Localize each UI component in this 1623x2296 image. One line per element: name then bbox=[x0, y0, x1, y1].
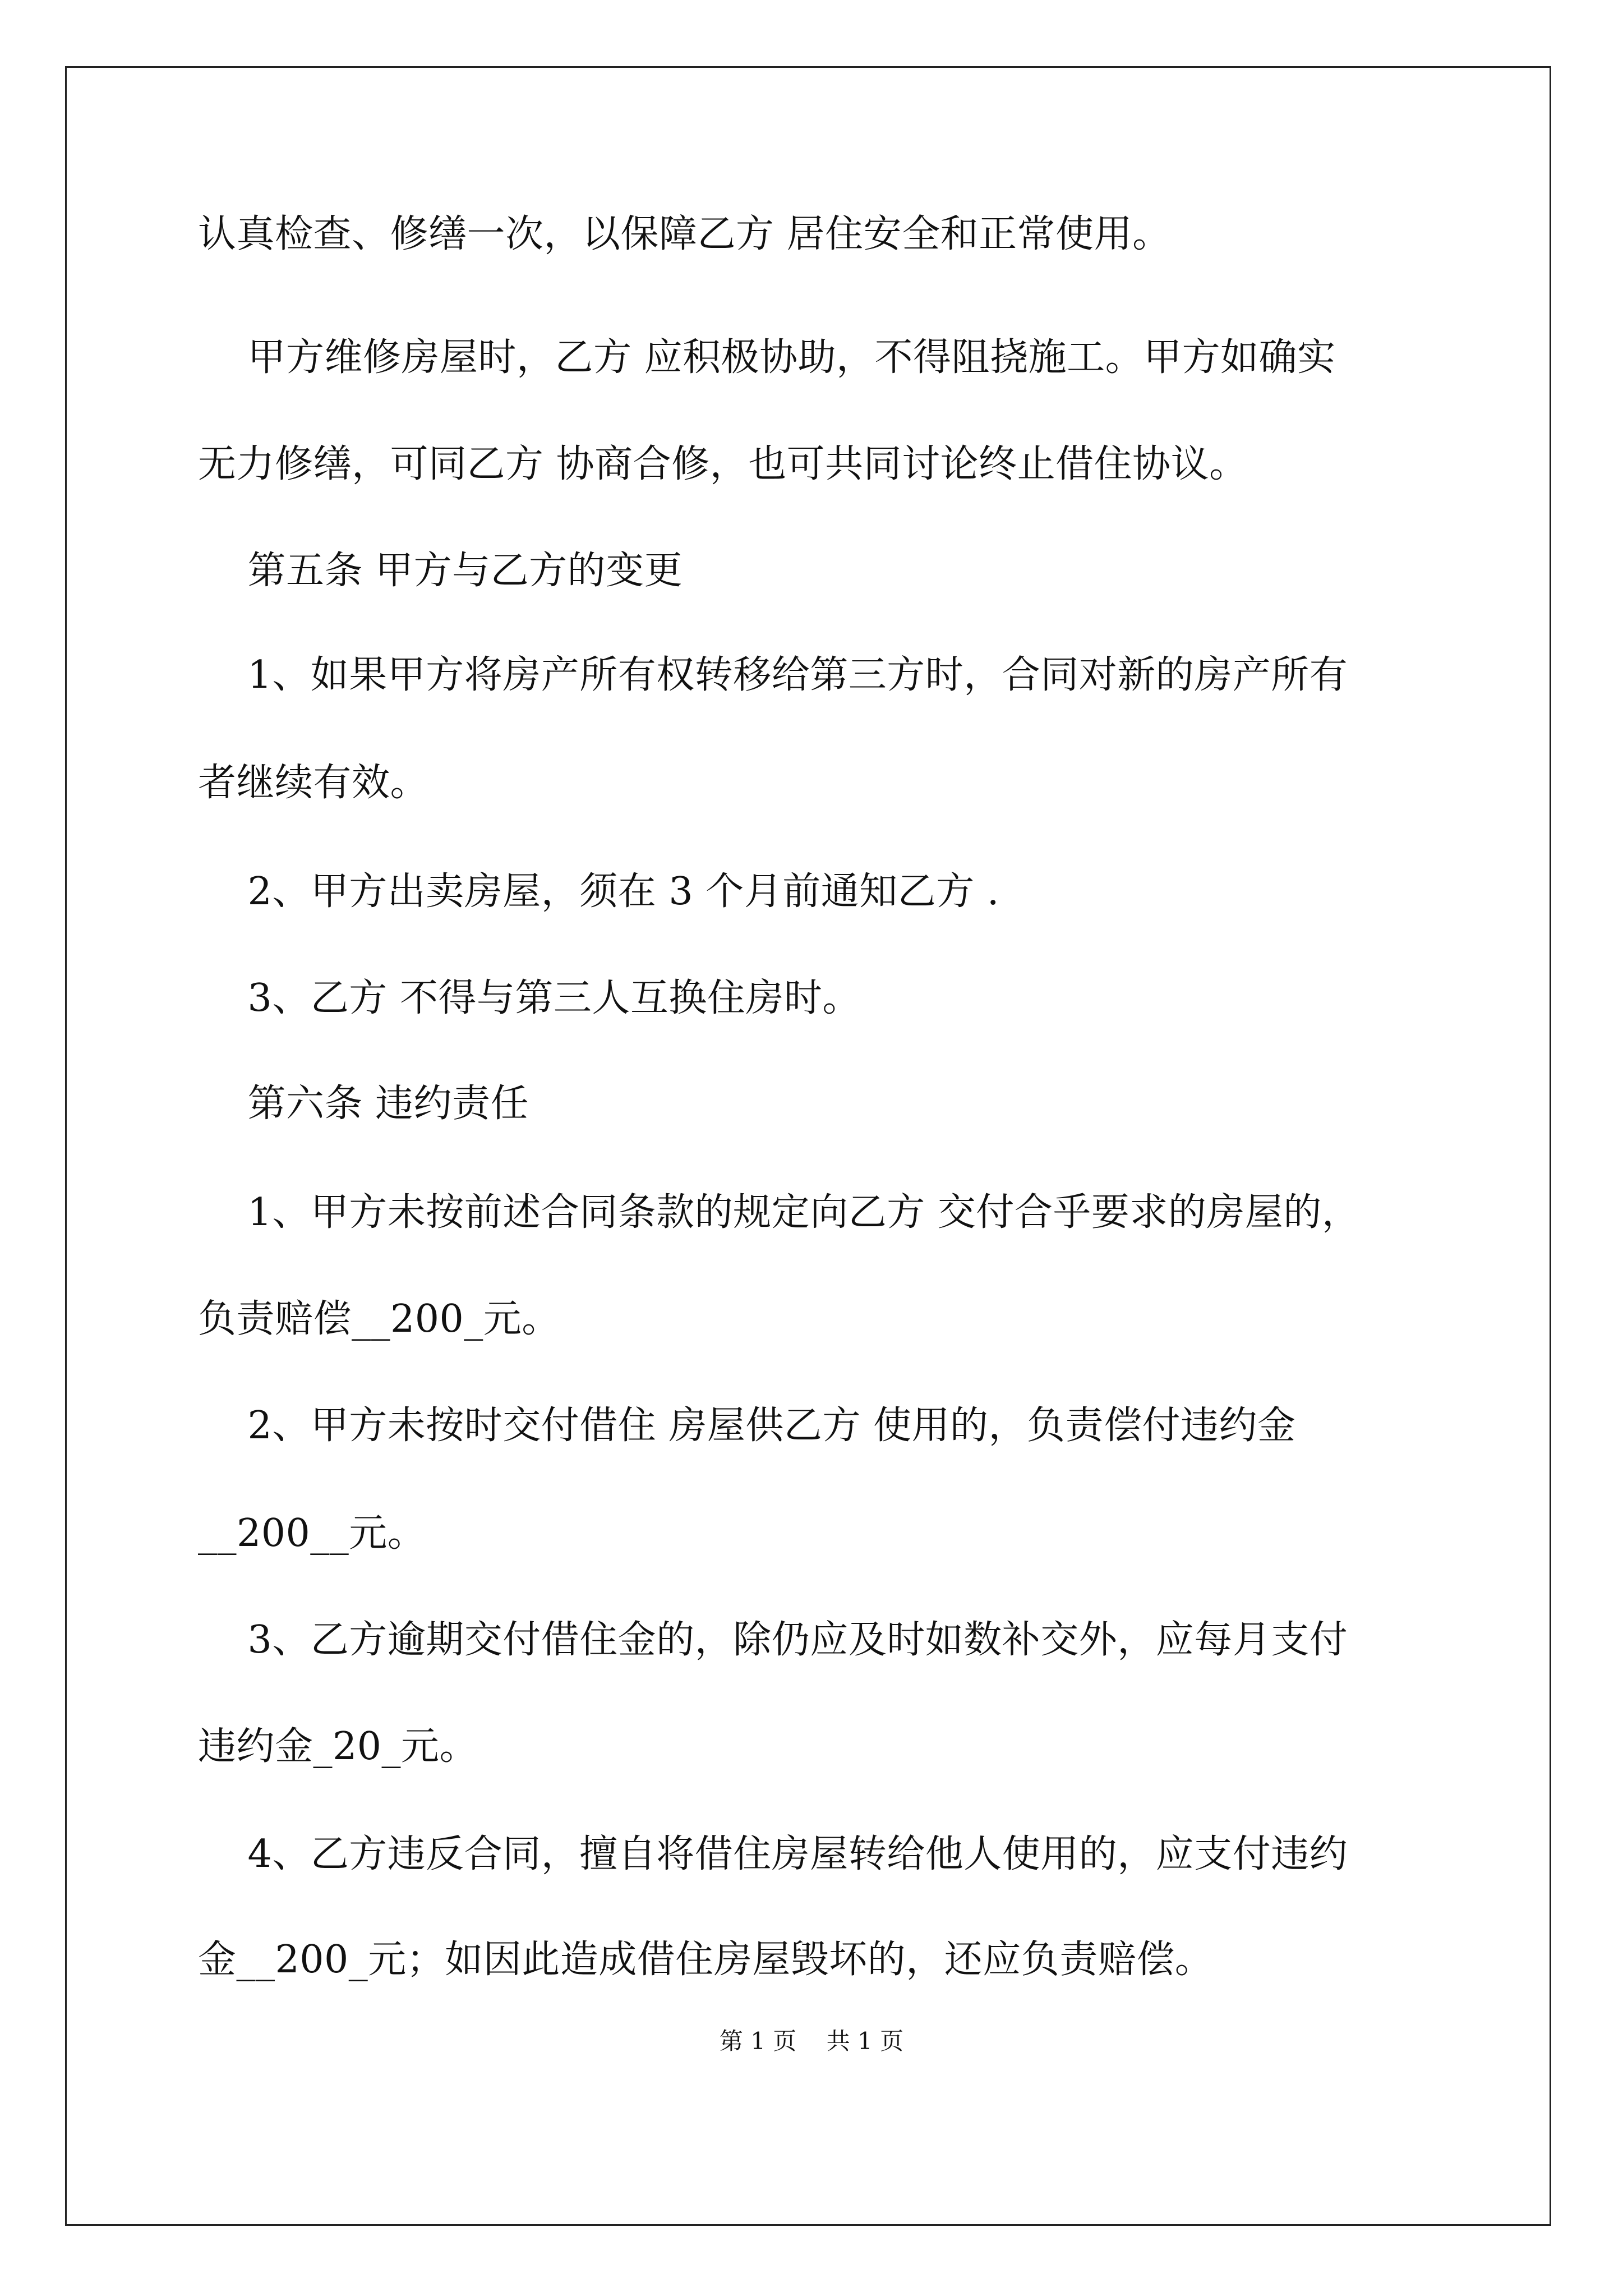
section-heading: 第六条 违约责任 bbox=[198, 1082, 529, 1126]
text-line: 认真检查、修缮一次，以保障乙方 居住安全和正常使用。 bbox=[198, 212, 1171, 256]
text-line: 2、甲方未按时交付借住 房屋供乙方 使用的，负责偿付违约金 bbox=[198, 1404, 1296, 1448]
text-line: 甲方维修房屋时，乙方 应积极协助，不得阻挠施工。甲方如确实 bbox=[198, 335, 1336, 380]
text-line: 3、乙方逾期交付借住金的，除仍应及时如数补交外，应每月支付 bbox=[198, 1618, 1348, 1662]
section-heading: 第五条 甲方与乙方的变更 bbox=[198, 549, 683, 593]
text-line: 负责赔偿__200_元。 bbox=[198, 1297, 560, 1341]
text-line: 1、如果甲方将房产所有权转移给第三方时，合同对新的房产所有 bbox=[198, 653, 1348, 697]
page-frame bbox=[65, 66, 1551, 2226]
text-line: 者继续有效。 bbox=[198, 761, 429, 805]
text-line: 2、甲方出卖房屋，须在 3 个月前通知乙方 . bbox=[198, 869, 999, 914]
text-line: 3、乙方 不得与第三人互换住房时。 bbox=[198, 976, 861, 1020]
text-line: 无力修缮，可同乙方 协商合修，也可共同讨论终止借住协议。 bbox=[198, 442, 1248, 486]
text-line: 1、甲方未按前述合同条款的规定向乙方 交付合乎要求的房屋的， bbox=[198, 1190, 1361, 1235]
text-line: 4、乙方违反合同，擅自将借住房屋转给他人使用的，应支付违约 bbox=[198, 1832, 1348, 1876]
text-line: 违约金_20_元。 bbox=[198, 1724, 478, 1769]
text-line: __200__元。 bbox=[198, 1511, 426, 1556]
page-number-footer: 第 1 页 共 1 页 bbox=[719, 2027, 904, 2055]
text-line: 金__200_元；如因此造成借住房屋毁坏的，还应负责赔偿。 bbox=[198, 1938, 1214, 1982]
